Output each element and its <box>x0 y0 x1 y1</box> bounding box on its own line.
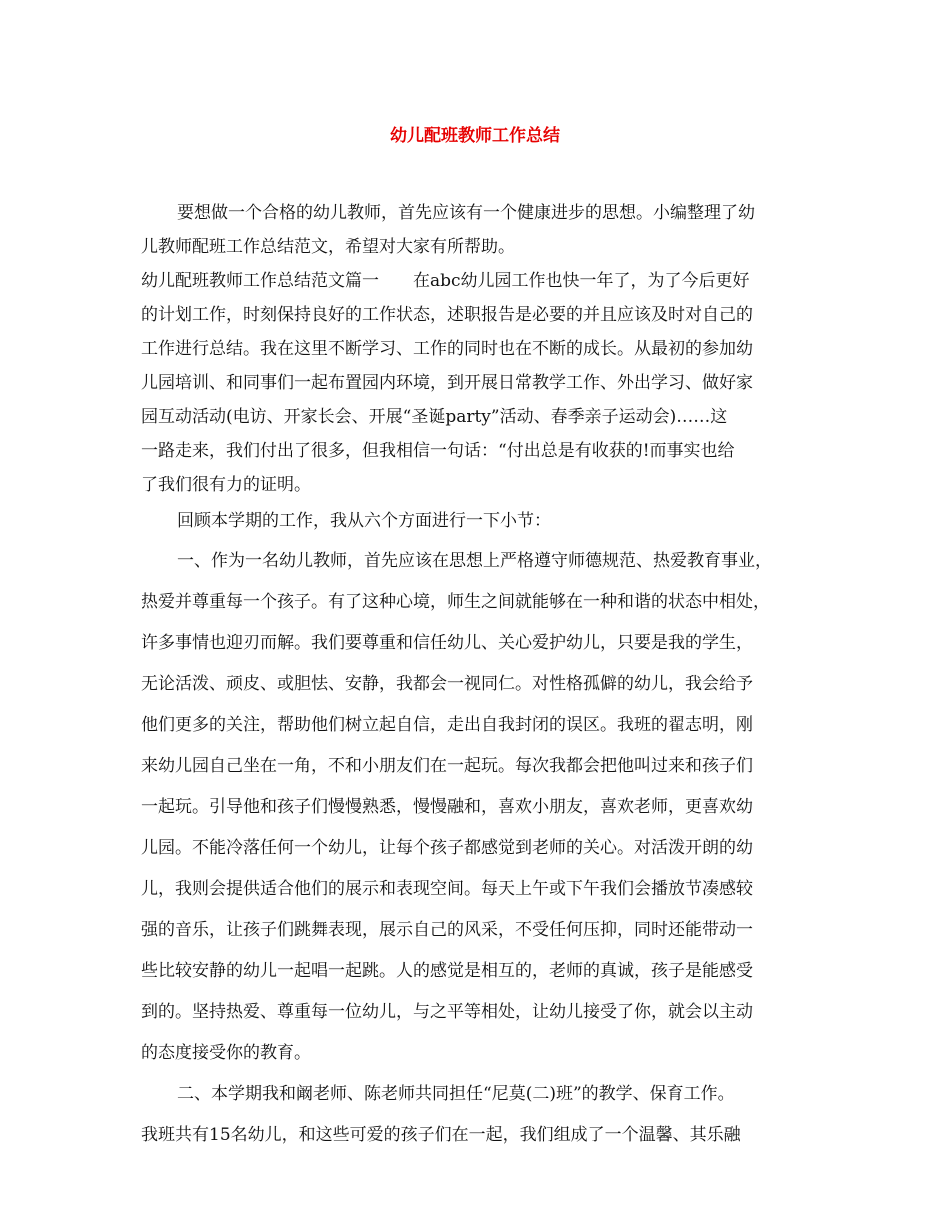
paragraph-line: 无论活泼、顽皮、或胆怯、安静，我都会一视同仁。对性格孤僻的幼儿，我会给予 <box>141 674 753 694</box>
paragraph-line: 许多事情也迎刃而解。我们要尊重和信任幼儿、关心爱护幼儿，只要是我的学生， <box>141 633 753 653</box>
paragraph-line: 园互动活动(电访、开家长会、开展“圣诞party”活动、春季亲子运动会)……这 <box>141 407 728 427</box>
paragraph-line: 要想做一个合格的幼儿教师，首先应该有一个健康进步的思想。小编整理了幼 <box>177 203 755 223</box>
paragraph-line: 一、作为一名幼儿教师，首先应该在思想上严格遵守师德规范、热爱教育事业， <box>177 551 772 571</box>
paragraph-line: 了我们很有力的证明。 <box>141 475 311 495</box>
paragraph-line: 儿，我则会提供适合他们的展示和表现空间。每天上午或下午我们会播放节凑感较 <box>141 879 753 899</box>
paragraph-line: 到的。坚持热爱、尊重每一位幼儿，与之平等相处，让幼儿接受了你，就会以主动 <box>141 1002 753 1022</box>
document-title: 幼儿配班教师工作总结 <box>390 126 560 146</box>
paragraph-line: 来幼儿园自己坐在一角，不和小朋友们在一起玩。每次我都会把他叫过来和孩子们 <box>141 756 753 776</box>
paragraph-line: 儿教师配班工作总结范文，希望对大家有所帮助。 <box>141 237 515 257</box>
paragraph-line: 儿园。不能冷落任何一个幼儿，让每个孩子都感觉到老师的关心。对活泼开朗的幼 <box>141 838 753 858</box>
paragraph-line: 我班共有15名幼儿，和这些可爱的孩子们在一起，我们组成了一个温馨、其乐融 <box>141 1125 741 1145</box>
paragraph-line: 强的音乐，让孩子们跳舞表现，展示自己的风采，不受任何压抑，同时还能带动一 <box>141 920 753 940</box>
paragraph-line: 一起玩。引导他和孩子们慢慢熟悉，慢慢融和，喜欢小朋友，喜欢老师，更喜欢幼 <box>141 797 753 817</box>
paragraph-line: 幼儿配班教师工作总结范文篇一 在abc幼儿园工作也快一年了，为了今后更好 <box>141 271 750 291</box>
paragraph-line: 工作进行总结。我在这里不断学习、工作的同时也在不断的成长。从最初的参加幼 <box>141 339 753 359</box>
paragraph-line: 他们更多的关注，帮助他们树立起自信，走出自我封闭的误区。我班的翟志明，刚 <box>141 715 753 735</box>
paragraph-line: 回顾本学期的工作，我从六个方面进行一下小节： <box>177 511 551 531</box>
paragraph-line: 些比较安静的幼儿一起唱一起跳。人的感觉是相互的，老师的真诚，孩子是能感受 <box>141 961 753 981</box>
paragraph-line: 一路走来，我们付出了很多，但我相信一句话：“付出总是有收获的!而事实也给 <box>141 441 735 461</box>
paragraph-line: 热爱并尊重每一个孩子。有了这种心境，师生之间就能够在一种和谐的状态中相处， <box>141 592 770 612</box>
paragraph-line: 儿园培训、和同事们一起布置园内环境，到开展日常教学工作、外出学习、做好家 <box>141 373 753 393</box>
paragraph-line: 的计划工作，时刻保持良好的工作状态，述职报告是必要的并且应该及时对自己的 <box>141 305 753 325</box>
paragraph-line: 的态度接受你的教育。 <box>141 1043 311 1063</box>
paragraph-line: 二、本学期我和阚老师、陈老师共同担任“尼莫(二)班”的教学、保育工作。 <box>177 1084 735 1104</box>
